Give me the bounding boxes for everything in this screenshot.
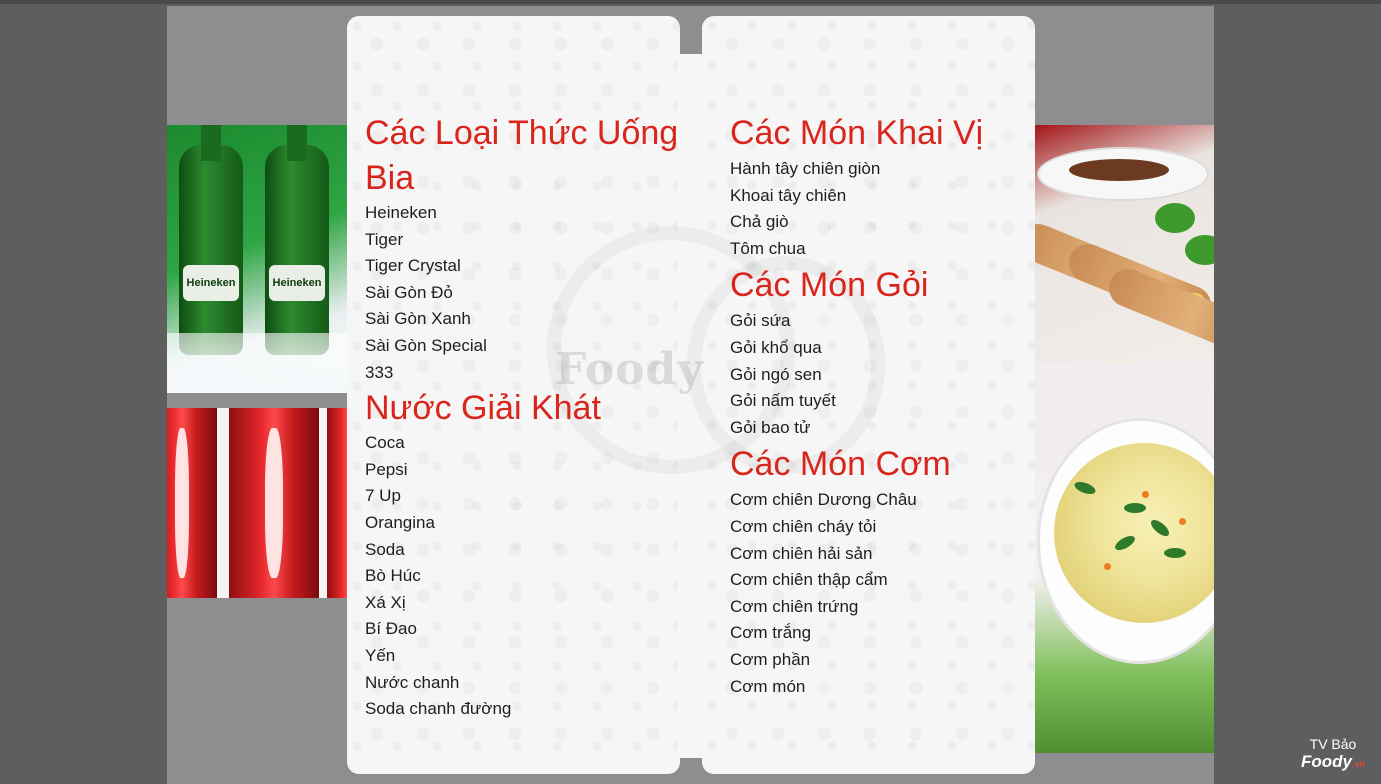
list-item: Tiger Crystal [365,256,461,276]
list-item: Gỏi bao tử [730,417,811,437]
beer-title: Bia [365,159,415,197]
beer-photo [167,125,347,393]
list-item: Cơm phần [730,649,811,669]
list-item: Cơm trắng [730,623,812,643]
list-item: Pepsi [365,459,408,479]
drinks-column [365,110,678,723]
salads-title: Các Món Gỏi [730,266,929,305]
drinks-title: Các Loại Thức Uống [365,114,679,152]
appetizers-title: Các Món Khai Vị [730,114,984,152]
uploader-badge [1301,736,1365,774]
top-bar [0,0,1381,4]
foody-logo-suffix: .vn [1351,759,1365,769]
beer-list [365,200,678,386]
list-item: Gỏi nấm tuyết [730,391,836,411]
list-item: Nước chanh [365,672,460,692]
rice-title: Các Món Cơm [730,445,951,484]
list-item: Cơm chiên Dương Châu [730,490,917,510]
list-item: Heineken [365,203,437,222]
spring-rolls-photo [1035,125,1214,363]
list-item: Soda [365,539,405,559]
list-item: Hành tây chiên giòn [730,159,881,178]
list-item: Cơm món [730,676,806,696]
beer-bottle-label: Heineken [269,265,325,301]
foody-logo-text: Foody [1300,752,1352,771]
food-column [730,110,983,700]
beer-bottle [265,145,329,355]
dipping-sauce-bowl [1037,147,1209,201]
soup [1054,443,1214,623]
list-item: Yến [365,645,396,665]
list-item: Khoai tây chiên [730,185,847,205]
cola-can [167,408,217,598]
herb-garnish [1155,203,1195,233]
cola-can [327,408,347,598]
list-item: Gỏi ngó sen [730,364,822,384]
beer-bottle [179,145,243,355]
list-item: 7 Up [365,486,401,506]
list-item: 333 [365,362,394,382]
list-item: Bò Húc [365,566,421,586]
foody-watermark: Foody [555,344,704,395]
soft-drinks-title: Nước Giải Khát [365,389,601,428]
list-item: Soda chanh đường [365,699,512,719]
soup-photo [1035,363,1214,753]
list-item: Gỏi sứa [730,311,791,331]
list-item: Sài Gòn Xanh [365,309,471,329]
beer-bottle-label: Heineken [183,265,239,301]
list-item: Cơm chiên thập cẩm [730,570,888,590]
list-item: Sài Gòn Special [365,335,487,355]
list-item: Sài Gòn Đỏ [365,282,453,302]
list-item: Cơm chiên trứng [730,596,859,616]
foody-logo [1301,752,1365,774]
cola-can [229,408,319,598]
cola-photo [167,408,347,598]
list-item: Tiger [365,229,404,249]
list-item: Coca [365,433,405,453]
rice-list [730,487,983,700]
list-item: Xá Xị [365,592,406,612]
list-item: Chả giò [730,212,789,232]
list-item: Tôm chua [730,238,806,258]
soft-drinks-list [365,430,678,723]
salads-list [730,308,983,441]
ice [167,333,347,393]
list-item: Bí Đao [365,619,417,639]
uploader-name: TV Bảo [1309,736,1357,752]
list-item: Cơm chiên hải sản [730,543,873,563]
menu-image[interactable] [167,6,1214,784]
list-item: Gỏi khổ qua [730,337,822,357]
soup-bowl [1037,418,1214,664]
list-item: Orangina [365,512,435,532]
appetizers-list [730,156,983,262]
herb-garnish [1185,235,1214,265]
list-item: Cơm chiên cháy tỏi [730,516,877,536]
